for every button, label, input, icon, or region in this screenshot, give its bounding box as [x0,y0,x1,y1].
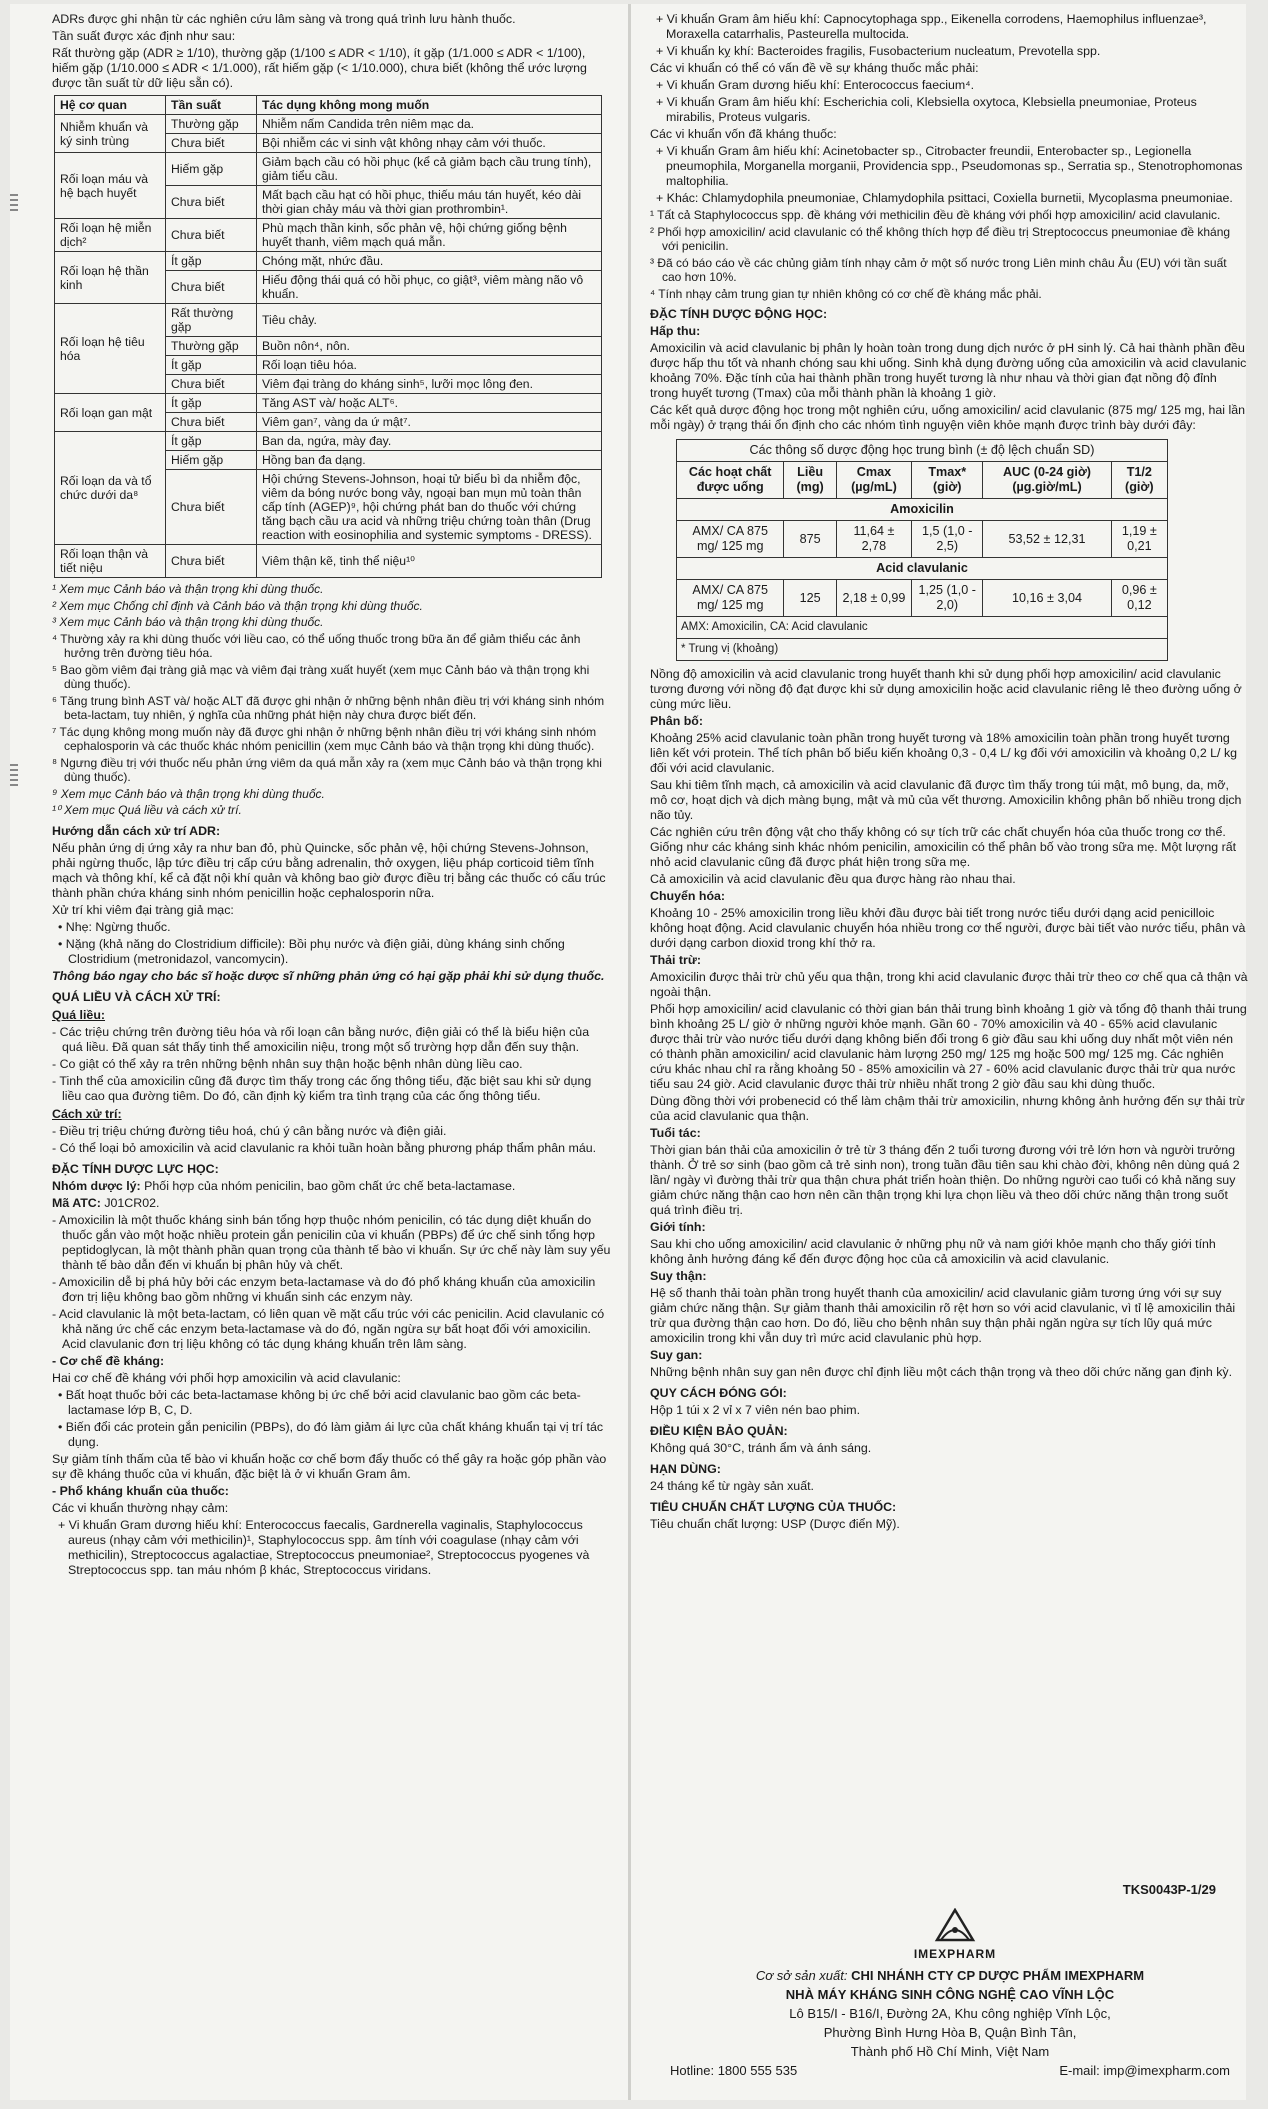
value: Phối hợp của nhóm penicilin, bao gồm chất ức chế beta-lactamase. [144,1178,516,1193]
margin-marks [10,764,18,789]
bullet-item: + Vi khuẩn Gram âm hiếu khí: Escherichia coli, Klebsiella oxytoca, Klebsiella pneumoniae, Proteus mirabilis, Proteus vulgaris. [656,95,1197,124]
pk-cell: 1,5 (1,0 - 2,5) [912,521,983,558]
bullet-item: • Nặng (khả năng do Clostridium difficile): Bồi phụ nước và điện giải, dùng kháng sinh chống Clostridium (metronidazol, vancomycin). [58,936,565,966]
manufacturer-line [660,1966,1240,1985]
paragraph: Các vi khuẩn thường nhạy cảm: [52,1500,229,1515]
subheading: Quá liều: [52,1007,106,1022]
adr-effect: Bội nhiễm các vi sinh vật không nhạy cảm với thuốc. [257,134,602,153]
dash-item: - Amoxicilin là một thuốc kháng sinh bán tổng hợp thuộc nhóm penicilin, có tác dụng diệt khuẩn do thuốc gắn vào một hoặc nhiều protein gắn penicilin của vi khuẩn (PBPs) để ức chế sinh tổng hợp peptidoglycan, là một thành phần quan trọng của thành tế bào vi khuẩn. Sự ức chế này làm suy yếu thành tế bào dẫn đến vi khuẩn bị phân hủy và chết. [52,1212,611,1272]
manufacturer-name: CHI NHÁNH CTY CP DƯỢC PHẨM IMEXPHARM [851,1968,1145,1983]
dash-item: - Tinh thể của amoxicilin cũng đã được tìm thấy trong các ống thông tiểu, đặc biệt sau khi sử dụng liều cao qua đường tiêm. Do đó, cần định kỳ kiểm tra tình trạng của các ống thông tiểu. [52,1073,592,1103]
paragraph: Amoxicilin được thải trừ chủ yếu qua thận, trong khi acid clavulanic được thải trừ theo cơ chế qua cả thận và ngoài thận. [650,970,1248,999]
notice-text: Thông báo ngay cho bác sĩ hoặc dược sĩ những phản ứng có hại gặp phải khi sử dụng thuốc. [52,968,605,983]
footnote: ⁴ Thường xảy ra khi dùng thuốc với liều cao, có thể uống thuốc trong bữa ăn để giảm thiểu các ảnh hưởng trên đường tiêu hóa. [52,631,581,660]
pk-caption: Các thông số dược động học trung bình (± độ lệch chuẩn SD) [677,440,1168,462]
adr-effect: Rối loạn tiêu hóa. [257,356,602,375]
section-heading: QUÁ LIỀU VÀ CÁCH XỬ TRÍ: [52,989,221,1004]
paragraph: 24 tháng kể từ ngày sản xuất. [650,1479,814,1493]
dash-item: - Có thể loại bỏ amoxicilin và acid clavulanic ra khỏi tuần hoàn bằng phương pháp thẩm phân máu. [52,1140,597,1155]
subheading: Cách xử trí: [52,1106,122,1121]
adr-effect: Viêm thận kẽ, tinh thể niệu¹⁰ [257,545,602,578]
pk-table [676,439,1168,661]
atc-code [52,1196,612,1211]
footnote: ¹ Tất cả Staphylococcus spp. đề kháng với methicilin đều đề kháng với phối hợp amoxicilin/ acid clavulanic. [650,208,1221,222]
pk-cell: 1,25 (1,0 - 2,0) [912,580,983,617]
dash-item: - Các triệu chứng trên đường tiêu hóa và rối loạn cân bằng nước, điện giải có thể là biểu hiện của quá liều. Đã quan sát thấy tinh thể amoxicilin niệu, trong một số trường hợp dẫn đến suy thận. [52,1024,590,1054]
adr-header-row [55,96,602,115]
adr-effect: Phù mạch thần kinh, sốc phản vệ, hội chứng giống bệnh huyết thanh, viêm mạch quá mẫn. [257,219,602,252]
manufacturer-label: Cơ sở sản xuất: [755,1968,848,1983]
footnote: ⁵ Bao gồm viêm đại tràng giả mạc và viêm đại tràng xuất huyết (xem mục Cảnh báo và thận trọng khi dùng thuốc). [52,662,590,691]
footnote: ⁴ Tính nhạy cảm trung gian tự nhiên không có cơ chế đề kháng mắc phải. [650,286,1042,301]
adr-effect: Buồn nôn⁴, nôn. [257,337,602,356]
pk-cell: 0,96 ± 0,12 [1111,580,1167,617]
adr-freq: Ít gặp [166,394,257,413]
adr-row [55,115,602,134]
bullet-item: + Khác: Chlamydophila pneumoniae, Chlamydophila psittaci, Coxiella burnetii, Mycoplasma pneumoniae. [656,191,1233,205]
intro-line: Rất thường gặp (ADR ≥ 1/10), thường gặp (1/100 ≤ ADR < 1/10), ít gặp (1/1.000 ≤ ADR < 1/100), hiếm gặp (1/10.000 ≤ ADR < 1/1.000), rất hiếm gặp (< 1/10.000), chưa biết (không thể ước lượng được tần suất từ dữ liệu sẵn có). [52,46,587,90]
adr-freq: Chưa biết [166,375,257,394]
pk-group: Amoxicilin [677,499,1168,521]
dash-item: - Acid clavulanic là một beta-lactam, có liên quan về mặt cấu trúc với các penicilin. Acid clavulanic có khả năng ức chế các enzym beta-lactamase và do đó, ngăn ngừa sự bất hoạt đối với amoxicilin. Acid clavulanic đơn trị liệu không có tác dụng kháng khuẩn trên lâm sàng. [52,1306,605,1351]
section-heading: QUY CÁCH ĐÓNG GÓI: [650,1386,787,1400]
adr-organ: Rối loạn hệ miễn dịch² [55,219,166,252]
adr-effect: Hội chứng Stevens-Johnson, hoại tử biểu bì da nhiễm độc, viêm da bóng nước bong vảy, ngoại ban mụn mủ toàn thân cấp tính (AGEP)⁹, hội chứng phát ban do thuốc với chứng tăng bạch cầu ưa acid và những triệu chứng toàn thân (Drug reaction with eosinophilia and systemic symptoms - DRESS). [257,470,602,545]
adr-organ: Rối loạn gan mật [55,394,166,432]
paragraph: Các nghiên cứu trên động vật cho thấy không có sự tích trữ các chất chuyển hóa của thuốc trong cơ thể. Giống như các kháng sinh khác nhóm penicilin, amoxicilin có thể phân bố vào trong sữa mẹ. Một lượng rất nhỏ acid clavulanic cũng đã được phát hiện trong sữa mẹ. [650,825,1237,869]
subheading: Phân bố: [650,714,703,728]
pk-header: T1/2 (giờ) [1111,462,1167,499]
footnote: ³ Xem mục Cảnh báo và thận trọng khi dùng thuốc. [52,615,324,629]
dash-item: - Điều trị triệu chứng đường tiêu hoá, chú ý cân bằng nước và điện giải. [52,1123,447,1138]
section-heading: TIÊU CHUẨN CHẤT LƯỢNG CỦA THUỐC: [650,1500,897,1514]
pk-foot-row [677,639,1168,661]
adr-organ: Rối loạn hệ tiêu hóa [55,304,166,394]
adr-effect: Mất bạch cầu hạt có hồi phục, thiếu máu tán huyết, kéo dài thời gian chảy máu và thời gian prothrombin¹. [257,186,602,219]
subheading: Thải trừ: [650,953,701,967]
adr-freq: Ít gặp [166,356,257,375]
adr-effect: Tiêu chảy. [257,304,602,337]
adr-freq: Thường gặp [166,337,257,356]
bullet-item: • Biến đổi các protein gắn penicilin (PBPs), do đó làm giảm ái lực của chất kháng khuẩn tại vị trí tác dụng. [58,1419,604,1449]
adr-row [55,153,602,186]
adr-organ: Rối loạn thận và tiết niệu [55,545,166,578]
paragraph: Hai cơ chế đề kháng với phối hợp amoxicilin và acid clavulanic: [52,1370,401,1385]
pk-header: Các hoạt chất được uống [677,462,784,499]
label: Mã ATC: [52,1195,101,1210]
paragraph: Không quá 30°C, tránh ẩm và ánh sáng. [650,1441,872,1455]
adr-effect: Nhiễm nấm Candida trên niêm mạc da. [257,115,602,134]
dash-item: - Co giật có thể xảy ra trên những bệnh nhân suy thận hoặc bệnh nhân dùng liều cao. [52,1056,523,1071]
bullet-item: • Nhẹ: Ngừng thuốc. [58,919,171,934]
pk-cell: 125 [784,580,836,617]
adr-organ: Rối loạn da và tổ chức dưới da⁸ [55,432,166,545]
imexpharm-logo [910,1908,1000,1961]
adr-footnotes [52,582,612,818]
pk-row [677,521,1168,558]
adr-row [55,394,602,413]
adr-effect: Ban da, ngứa, mày đay. [257,432,602,451]
adr-header: Tác dụng không mong muốn [257,96,602,115]
label: Nhóm dược lý: [52,1178,141,1193]
bullet-item: + Vi khuẩn Gram dương hiếu khí: Enterococcus faecalis, Gardnerella vaginalis, Staphylococcus aureus (nhạy cảm với methicilin)¹, Staphylococcus spp. âm tính với coagulase (nhạy cảm với methicilin), Streptococcus agalactiae, Streptococcus pneumoniae², Streptococcus pyogenes và Streptococcus spp. tan máu nhóm β khác, Streptococcus viridans. [58,1517,590,1577]
pk-cell: 2,18 ± 0,99 [836,580,911,617]
left-column [52,12,612,1580]
adr-freq: Chưa biết [166,134,257,153]
paragraph: Những bệnh nhân suy gan nên được chỉ định liều một cách thận trọng và theo dõi chức năng gan định kỳ. [650,1365,1233,1379]
address-line: Lô B15/I - B16/I, Đường 2A, Khu công nghiệp Vĩnh Lộc, [789,2006,1111,2021]
pk-foot: AMX: Amoxicilin, CA: Acid clavulanic [677,617,1168,639]
adr-row [55,545,602,578]
adr-effect: Viêm đại tràng do kháng sinh⁵, lưỡi mọc lông đen. [257,375,602,394]
adr-row [55,219,602,252]
adr-effect: Chóng mặt, nhức đầu. [257,252,602,271]
adr-freq: Chưa biết [166,186,257,219]
adr-row [55,252,602,271]
subheading: - Phổ kháng khuẩn của thuốc: [52,1483,229,1498]
adr-freq: Chưa biết [166,470,257,545]
adr-freq: Ít gặp [166,432,257,451]
footnote: ² Xem mục Chống chỉ định và Cảnh báo và thận trọng khi dùng thuốc. [52,598,423,613]
section-heading: Hướng dẫn cách xử trí ADR: [52,823,221,838]
paragraph: Các kết quả dược động học trong một nghiên cứu, uống amoxicilin/ acid clavulanic (875 mg/ 125 mg, hai lần mỗi ngày) ở trạng thái ổn định cho các nhóm tình nguyện viên khỏe mạnh được trình bày dưới đây: [650,403,1246,432]
document-code: TKS0043P-1/29 [1122,1882,1216,1897]
bullet-item: + Vi khuẩn Gram âm hiếu khí: Acinetobacter sp., Citrobacter freundii, Enterobacter sp., Legionella pneumophila, Morganella morganii, Providencia spp., Pseudomonas sp., Serratia sp., Stenotrophomonas maltophilia. [656,144,1243,188]
adr-freq: Chưa biết [166,219,257,252]
paragraph: Khoảng 10 - 25% amoxicilin trong liều khởi đầu được bài tiết trong nước tiểu dưới dạng acid penicilloic không hoạt động. Acid clavulanic chuyển hóa nhiều trong cơ thể người, được bài tiết vào nước tiểu, phân và dưới dạng carbon dioxid trong khí thở ra. [650,906,1246,950]
paragraph: Hộp 1 túi x 2 vỉ x 7 viên nén bao phim. [650,1403,861,1417]
footnote: ¹ Xem mục Cảnh báo và thận trọng khi dùng thuốc. [52,582,324,596]
adr-row [55,432,602,451]
bullet-item: + Vi khuẩn kỵ khí: Bacteroides fragilis, Fusobacterium nucleatum, Prevotella spp. [656,44,1101,58]
adr-header: Tần suất [166,96,257,115]
bullet-item: • Bất hoạt thuốc bởi các beta-lactamase không bị ức chế bởi acid clavulanic bao gồm các beta-lactamase lớp B, C, D. [58,1387,581,1417]
footnote: ³ Đã có báo cáo về các chủng giảm tính nhạy cảm ở một số nước trong Liên minh châu Âu (EU) với tần suất cao hơn 10%. [650,255,1227,284]
pk-cell: 10,16 ± 3,04 [983,580,1111,617]
pk-group: Acid clavulanic [677,558,1168,580]
logo-icon [933,1908,977,1942]
adr-organ: Rối loạn máu và hệ bạch huyết [55,153,166,219]
email: E-mail: imp@imexpharm.com [1059,2063,1230,2078]
adr-freq: Chưa biết [166,413,257,432]
paragraph: Amoxicilin và acid clavulanic bị phân ly hoàn toàn trong dung dịch nước ở pH sinh lý. Cả hai thành phần đều được hấp thu tốt và nhanh chóng sau khi uống. Sinh khả dụng đường uống của amoxicilin và acid clavulanic khoảng 70%. Đặc tính của hai thành phần trong huyết tương là như nhau và thời gian đạt nồng độ đỉnh trong huyết tương (Tmax) của mỗi thành phần là khoảng 1 giờ. [650,341,1247,400]
hotline: Hotline: 1800 555 535 [670,2063,798,2078]
pk-header-row [677,462,1168,499]
address-line: Thành phố Hồ Chí Minh, Việt Nam [850,2044,1050,2059]
paragraph: Hệ số thanh thải toàn phần trong huyết thanh của amoxicilin/ acid clavulanic giảm tương ứng với sự suy giảm chức năng thận. Sự giảm thanh thải amoxicilin rõ rệt hơn so với acid clavulanic, vì tỉ lệ amoxicilin thải trừ qua đường thận cao hơn. Do đó, liều cho bệnh nhân suy thận phải ngăn ngừa sự tích lũy quá mức amoxicilin trong khi vẫn duy trì mức acid clavulanic phù hợp. [650,1286,1236,1345]
adr-header: Hệ cơ quan [55,96,166,115]
subheading: Tuổi tác: [650,1126,701,1140]
section-heading: ĐẶC TÍNH DƯỢC LỰC HỌC: [52,1161,219,1176]
subheading: Hấp thu: [650,324,701,338]
adr-effect: Hồng ban đa dạng. [257,451,602,470]
paragraph: Sau khi tiêm tĩnh mạch, cả amoxicilin và acid clavulanic đã được tìm thấy trong túi mật, mô bụng, da, mỡ, mô cơ, hoạt dịch và dịch màng bụng, mật và mủ của vết thương. Amoxicilin không phân bố nhiều trong dịch não tủy. [650,778,1242,822]
paragraph: Nếu phản ứng dị ứng xảy ra như ban đỏ, phù Quincke, sốc phản vệ, hội chứng Stevens-Johnson, phải ngừng thuốc, lập tức điều trị cấp cứu bằng adrenalin, thở oxygen, liệu pháp corticoid tiêm tĩnh mạch và thông khí, kể cả đặt nội khí quản và không bao giờ được điều trị bằng các thuốc có cấu trúc thành phần chứa kháng sinh nhóm penicillin hoặc cephalosporin nữa. [52,840,606,900]
adr-freq: Thường gặp [166,115,257,134]
dash-item: - Amoxicilin dễ bị phá hủy bởi các enzym beta-lactamase và do đó phổ kháng khuẩn của amoxicilin đơn trị liệu không bao gồm những vi khuẩn sinh các enzym này. [52,1274,596,1304]
pk-header: Cmax (µg/mL) [836,462,911,499]
adr-freq: Hiếm gặp [166,153,257,186]
pk-header: AUC (0-24 giờ) (µg.giờ/mL) [983,462,1111,499]
paragraph: Các vi khuẩn có thể có vấn đề về sự kháng thuốc mắc phải: [650,61,979,75]
adr-effect: Viêm gan⁷, vàng da ứ mật⁷. [257,413,602,432]
pk-cell: 53,52 ± 12,31 [983,521,1111,558]
pk-header: Liều (mg) [784,462,836,499]
footnote: ⁹ Xem mục Cảnh báo và thận trọng khi dùng thuốc. [52,786,325,801]
adr-effect: Giảm bạch cầu có hồi phục (kể cả giảm bạch cầu trung tính), giảm tiểu cầu. [257,153,602,186]
subheading: Chuyển hóa: [650,889,726,903]
pk-group-row [677,499,1168,521]
paragraph: Khoảng 25% acid clavulanic toàn phần trong huyết tương và 18% amoxicilin toàn phần trong huyết tương liên kết với protein. Thể tích phân bố biểu kiến khoảng 0,3 - 0,4 L/ kg đối với amoxicilin và khoảng 0,2 L/ kg đối với acid clavulanic. [650,731,1238,775]
fold-line [628,4,631,2100]
paragraph: Xử trí khi viêm đại tràng giả mạc: [52,902,234,917]
paragraph: Nồng độ amoxicilin và acid clavulanic trong huyết thanh khi sử dụng phối hợp amoxicilin/ acid clavulanic tương đương với nồng độ đạt được khi sử dụng amoxicilin hoặc acid clavulanic riêng lẻ theo đường uống ở cùng mức liều. [650,667,1242,711]
pk-cell: 875 [784,521,836,558]
manufacturer-plant: NHÀ MÁY KHÁNG SINH CÔNG NGHỆ CAO VĨNH LỘC [785,1987,1115,2002]
footnote: ¹⁰ Xem mục Quá liều và cách xử trí. [52,803,242,817]
margin-marks [10,194,18,214]
section-heading: HẠN DÙNG: [650,1462,721,1476]
subheading: Suy thận: [650,1269,707,1283]
pk-row [677,580,1168,617]
adr-freq: Chưa biết [166,271,257,304]
pk-header: Tmax* (giờ) [912,462,983,499]
paragraph: Sự giảm tính thấm của tế bào vi khuẩn hoặc cơ chế bơm đẩy thuốc có thể gây ra hoặc góp phần vào sự đề kháng thuốc của vi khuẩn, đặc biệt là ở vi khuẩn Gram âm. [52,1451,607,1481]
pk-cell: 1,19 ± 0,21 [1111,521,1167,558]
section-heading: ĐẶC TÍNH DƯỢC ĐỘNG HỌC: [650,307,828,321]
bullet-item: + Vi khuẩn Gram dương hiếu khí: Enterococcus faecium⁴. [656,78,975,92]
paragraph: Cả amoxicilin và acid clavulanic đều qua được hàng rào nhau thai. [650,872,1016,886]
address-line: Phường Bình Hưng Hòa B, Quận Bình Tân, [823,2025,1077,2040]
intro-line: Tần suất được xác định như sau: [52,29,236,43]
paragraph: Thời gian bán thải của amoxicilin ở trẻ từ 3 tháng đến 2 tuổi tương đương với trẻ lớn hơn và người trưởng thành. Ở trẻ sơ sinh (bao gồm cả trẻ sinh non), trong tuần đầu tiên sau khi chào đời, không nên dùng quá 2 lần/ ngày vì đường thải trừ qua thận chưa phát triển hoàn thiện. Do những người cao tuổi có khả năng suy giảm chức năng thận cao hơn nên cần thận trọng khi lựa chọn liều và theo dõi chức năng thận trong suốt quá trình điều trị. [650,1143,1240,1217]
paragraph: Sau khi cho uống amoxicilin/ acid clavulanic ở những phụ nữ và nam giới khỏe mạnh cho thấy giới tính không ảnh hưởng đáng kể đến được động học của cả amoxicilin và acid clavulanic. [650,1237,1216,1266]
adr-freq: Hiếm gặp [166,451,257,470]
pk-cell: 11,64 ± 2,78 [836,521,911,558]
bullet-item: + Vi khuẩn Gram âm hiếu khí: Capnocytophaga spp., Eikenella corrodens, Haemophilus influenzae³, Moraxella catarrhalis, Pasteurella multocida. [656,12,1207,41]
pk-foot: * Trung vị (khoảng) [677,639,1168,661]
logo-text: IMEXPHARM [913,1947,997,1961]
adr-organ: Nhiễm khuẩn và ký sinh trùng [55,115,166,153]
adr-table [54,95,602,578]
paragraph: Các vi khuẩn vốn đã kháng thuốc: [650,127,837,141]
subheading: Suy gan: [650,1348,703,1362]
pharm-group [52,1179,612,1194]
manufacturer-block [660,1966,1240,2080]
contact-line [660,2061,1240,2080]
section-heading: ĐIỀU KIỆN BẢO QUẢN: [650,1424,788,1438]
pk-group-row [677,558,1168,580]
footnote: ⁶ Tăng trung bình AST và/ hoặc ALT đã được ghi nhận ở những bệnh nhân điều trị với kháng sinh nhóm beta-lactam, tuy nhiên, ý nghĩa của những phát hiện này chưa được biết đến. [52,693,605,722]
subheading: Giới tính: [650,1220,706,1234]
pk-foot-row [677,617,1168,639]
pk-cell: AMX/ CA 875 mg/ 125 mg [677,521,784,558]
pk-caption-row [677,440,1168,462]
footnote: ⁷ Tác dụng không mong muốn này đã được ghi nhận ở những bệnh nhân điều trị với kháng sinh nhóm cephalosporin và các thuốc khác nhóm penicillin (xem mục Cảnh báo và thận trọng khi dùng thuốc). [52,724,597,753]
adr-freq: Ít gặp [166,252,257,271]
value: J01CR02. [104,1195,160,1210]
right-column [650,12,1248,1534]
adr-effect: Tăng AST và/ hoặc ALT⁶. [257,394,602,413]
adr-row [55,304,602,337]
paragraph: Tiêu chuẩn chất lượng: USP (Dược điển Mỹ). [650,1517,900,1531]
paragraph: Dùng đồng thời với probenecid có thể làm chậm thải trừ amoxicilin, nhưng không ảnh hưởng đến sự thải trừ của acid clavulanic qua thận. [650,1094,1245,1123]
paragraph: Phối hợp amoxicilin/ acid clavulanic có thời gian bán thải trung bình khoảng 1 giờ và tổng độ thanh thải trung bình khoảng 25 L/ giờ ở những người khỏe mạnh. Gần 60 - 70% amoxicilin và 40 - 65% acid clavulanic được thải trừ vào nước tiểu dưới dạng không biến đổi trong 6 giờ đầu sau khi uống duy nhất một viên nén có thành phần amoxicilin/ acid clavulanic hàm lượng 250 mg/ 125 mg hoặc 500 mg/ 125 mg. Các nghiên cứu khác nhau chỉ ra rằng khoảng 50 - 85% amoxicilin và 27 - 60% acid clavulanic được thải trừ qua nước tiểu sau 24 giờ. Acid clavulanic được thải trừ nhiều nhất trong 2 giờ đầu sau khi dùng thuốc. [650,1002,1247,1091]
adr-freq: Chưa biết [166,545,257,578]
adr-organ: Rối loạn hệ thần kinh [55,252,166,304]
footnote: ² Phối hợp amoxicilin/ acid clavulanic có thể không thích hợp để điều trị Streptococcus pneumoniae đề kháng với penicilin. [650,224,1231,253]
adr-freq: Rất thường gặp [166,304,257,337]
footnote: ⁸ Ngưng điều trị với thuốc nếu phản ứng viêm da quá mẫn xảy ra (xem mục Cảnh báo và thận trọng khi dùng thuốc). [52,755,602,784]
leaflet-sheet [10,4,1246,2100]
intro-line: ADRs được ghi nhận từ các nghiên cứu lâm sàng và trong quá trình lưu hành thuốc. [52,12,516,26]
adr-effect: Hiếu động thái quá có hồi phục, co giật³, viêm màng não vô khuẩn. [257,271,602,304]
pk-cell: AMX/ CA 875 mg/ 125 mg [677,580,784,617]
subheading: - Cơ chế đề kháng: [52,1353,165,1368]
